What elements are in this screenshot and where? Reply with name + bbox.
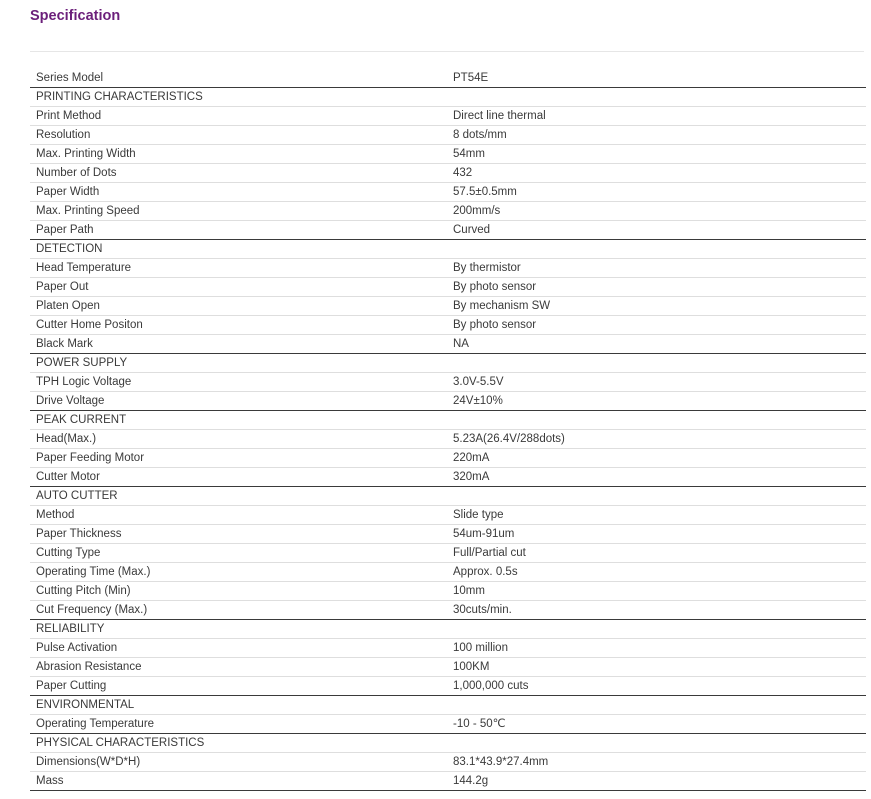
spec-value: Full/Partial cut bbox=[447, 544, 866, 563]
spec-value: 100KM bbox=[447, 658, 866, 677]
section-title: ENVIRONMENTAL bbox=[30, 696, 447, 715]
spec-label: Method bbox=[30, 506, 447, 525]
spec-value: By photo sensor bbox=[447, 278, 866, 297]
spec-row bbox=[30, 183, 866, 202]
spec-value: 320mA bbox=[447, 468, 866, 487]
section-title: PRINTING CHARACTERISTICS bbox=[30, 88, 447, 107]
spec-value: Curved bbox=[447, 221, 866, 240]
section-header-row bbox=[30, 487, 866, 506]
spec-label: Paper Thickness bbox=[30, 525, 447, 544]
spec-value: PT54E bbox=[447, 69, 866, 88]
spec-value: 432 bbox=[447, 164, 866, 183]
spec-value: 10mm bbox=[447, 582, 866, 601]
section-title: RELIABILITY bbox=[30, 620, 447, 639]
spec-label: Operating Temperature bbox=[30, 715, 447, 734]
spec-value: By thermistor bbox=[447, 259, 866, 278]
spec-row bbox=[30, 601, 866, 620]
spec-value: By mechanism SW bbox=[447, 297, 866, 316]
section-value-empty bbox=[447, 240, 866, 259]
spec-row bbox=[30, 221, 866, 240]
spec-label: Max. Printing Width bbox=[30, 145, 447, 164]
spec-value: By photo sensor bbox=[447, 316, 866, 335]
spec-row bbox=[30, 107, 866, 126]
spec-row bbox=[30, 639, 866, 658]
section-value-empty bbox=[447, 411, 866, 430]
section-title: DETECTION bbox=[30, 240, 447, 259]
section-value-empty bbox=[447, 620, 866, 639]
section-header-row bbox=[30, 411, 866, 430]
spec-label: Head(Max.) bbox=[30, 430, 447, 449]
spec-row bbox=[30, 753, 866, 772]
spec-row bbox=[30, 145, 866, 164]
spec-row bbox=[30, 468, 866, 487]
spec-label: Paper Path bbox=[30, 221, 447, 240]
spec-row bbox=[30, 164, 866, 183]
spec-value: -10 - 50℃ bbox=[447, 715, 866, 734]
spec-value: Approx. 0.5s bbox=[447, 563, 866, 582]
spec-value: 8 dots/mm bbox=[447, 126, 866, 145]
spec-label: Mass bbox=[30, 772, 447, 791]
section-title: AUTO CUTTER bbox=[30, 487, 447, 506]
spec-value: 3.0V-5.5V bbox=[447, 373, 866, 392]
spec-row bbox=[30, 373, 866, 392]
spec-label: Max. Printing Speed bbox=[30, 202, 447, 221]
spec-row bbox=[30, 544, 866, 563]
spec-row bbox=[30, 563, 866, 582]
spec-value: 5.23A(26.4V/288dots) bbox=[447, 430, 866, 449]
section-header-row bbox=[30, 696, 866, 715]
spec-value: 24V±10% bbox=[447, 392, 866, 411]
section-value-empty bbox=[447, 696, 866, 715]
spec-row bbox=[30, 506, 866, 525]
spec-label: Operating Time (Max.) bbox=[30, 563, 447, 582]
spec-label: Cut Frequency (Max.) bbox=[30, 601, 447, 620]
section-header-row bbox=[30, 734, 866, 753]
spec-value: NA bbox=[447, 335, 866, 354]
spec-value: 200mm/s bbox=[447, 202, 866, 221]
specification-table bbox=[30, 69, 866, 791]
spec-label: Head Temperature bbox=[30, 259, 447, 278]
page-title: Specification bbox=[30, 8, 121, 24]
spec-row bbox=[30, 658, 866, 677]
spec-row bbox=[30, 126, 866, 145]
section-header-row bbox=[30, 88, 866, 107]
spec-label: Print Method bbox=[30, 107, 447, 126]
title-divider bbox=[30, 51, 864, 52]
spec-label: Resolution bbox=[30, 126, 447, 145]
spec-label: Paper Width bbox=[30, 183, 447, 202]
spec-label: Pulse Activation bbox=[30, 639, 447, 658]
spec-value: Slide type bbox=[447, 506, 866, 525]
specification-table-body bbox=[30, 69, 866, 791]
spec-value: 100 million bbox=[447, 639, 866, 658]
spec-row bbox=[30, 715, 866, 734]
spec-label: Cutter Home Positon bbox=[30, 316, 447, 335]
spec-label: Cutter Motor bbox=[30, 468, 447, 487]
spec-value: 1,000,000 cuts bbox=[447, 677, 866, 696]
spec-label: Paper Feeding Motor bbox=[30, 449, 447, 468]
spec-label: Abrasion Resistance bbox=[30, 658, 447, 677]
spec-row bbox=[30, 259, 866, 278]
spec-row bbox=[30, 677, 866, 696]
spec-row bbox=[30, 316, 866, 335]
spec-row bbox=[30, 772, 866, 791]
spec-label: Series Model bbox=[30, 69, 447, 88]
section-header-row bbox=[30, 240, 866, 259]
spec-row bbox=[30, 449, 866, 468]
section-value-empty bbox=[447, 734, 866, 753]
spec-label: TPH Logic Voltage bbox=[30, 373, 447, 392]
section-header-row bbox=[30, 620, 866, 639]
spec-row bbox=[30, 297, 866, 316]
spec-value: 30cuts/min. bbox=[447, 601, 866, 620]
section-title: PEAK CURRENT bbox=[30, 411, 447, 430]
spec-value: Direct line thermal bbox=[447, 107, 866, 126]
spec-label: Number of Dots bbox=[30, 164, 447, 183]
spec-row bbox=[30, 69, 866, 88]
section-value-empty bbox=[447, 88, 866, 107]
spec-label: Cutting Type bbox=[30, 544, 447, 563]
spec-value: 220mA bbox=[447, 449, 866, 468]
section-value-empty bbox=[447, 354, 866, 373]
spec-value: 57.5±0.5mm bbox=[447, 183, 866, 202]
spec-row bbox=[30, 202, 866, 221]
spec-row bbox=[30, 335, 866, 354]
spec-label: Cutting Pitch (Min) bbox=[30, 582, 447, 601]
spec-row bbox=[30, 278, 866, 297]
spec-value: 144.2g bbox=[447, 772, 866, 791]
spec-label: Paper Cutting bbox=[30, 677, 447, 696]
spec-label: Black Mark bbox=[30, 335, 447, 354]
section-title: PHYSICAL CHARACTERISTICS bbox=[30, 734, 447, 753]
spec-row bbox=[30, 430, 866, 449]
spec-label: Paper Out bbox=[30, 278, 447, 297]
spec-value: 83.1*43.9*27.4mm bbox=[447, 753, 866, 772]
spec-row bbox=[30, 582, 866, 601]
section-header-row bbox=[30, 354, 866, 373]
spec-label: Platen Open bbox=[30, 297, 447, 316]
spec-row bbox=[30, 392, 866, 411]
spec-label: Dimensions(W*D*H) bbox=[30, 753, 447, 772]
section-value-empty bbox=[447, 487, 866, 506]
spec-value: 54mm bbox=[447, 145, 866, 164]
spec-value: 54um-91um bbox=[447, 525, 866, 544]
section-title: POWER SUPPLY bbox=[30, 354, 447, 373]
spec-row bbox=[30, 525, 866, 544]
spec-label: Drive Voltage bbox=[30, 392, 447, 411]
